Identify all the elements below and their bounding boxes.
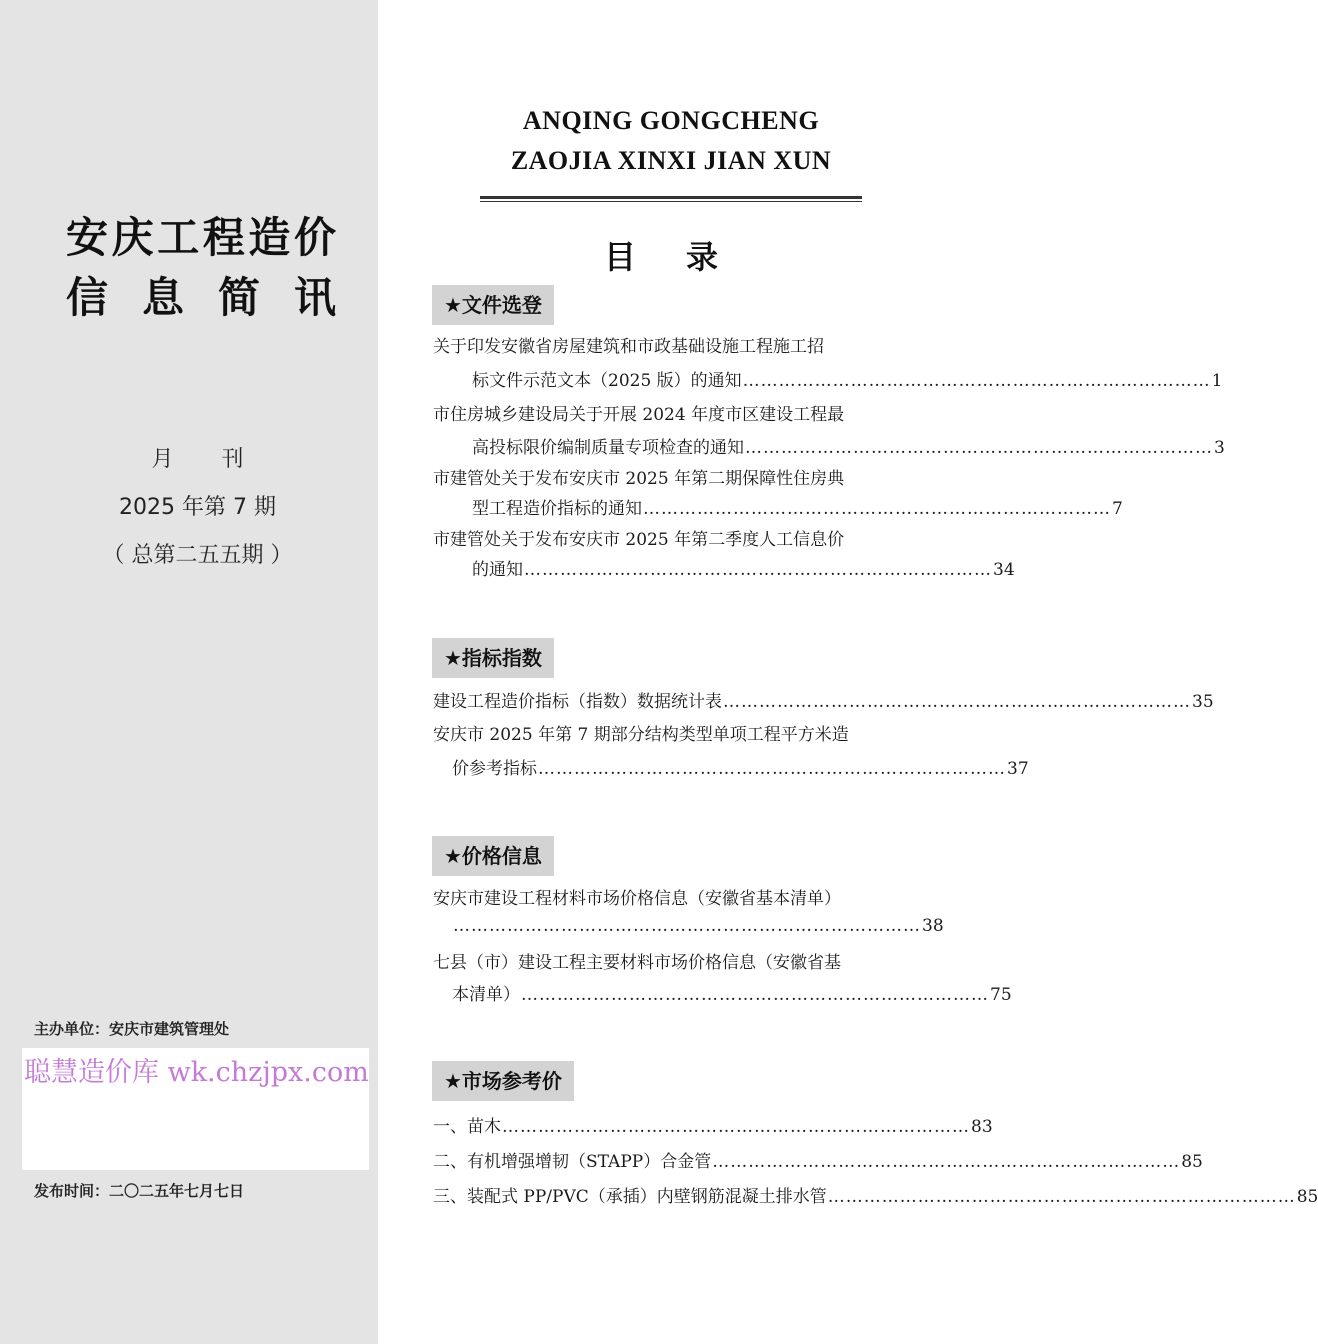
section-heading-indices: ★指标指数 bbox=[432, 638, 554, 678]
header-divider-thin bbox=[480, 201, 862, 202]
leader-dots: …………………………………………………………………… bbox=[538, 759, 1006, 779]
toc-entry-line[interactable]: 关于印发安徽省房屋建筑和市政基础设施工程施工招 bbox=[433, 337, 824, 357]
toc-entry-line[interactable]: 安庆市 2025 年第 7 期部分结构类型单项工程平方米造 bbox=[433, 725, 849, 745]
page-number: 3 bbox=[1214, 438, 1225, 458]
english-title-line1: ANQING GONGCHENG bbox=[522, 106, 820, 135]
total-issue-number: （ 总第二五五期 ） bbox=[102, 543, 293, 568]
toc-entry-line[interactable]: 七县（市）建设工程主要材料市场价格信息（安徽省基 bbox=[433, 953, 841, 973]
toc-entry-line[interactable]: 的通知 …………………………………………………………………… 34 bbox=[472, 560, 1015, 580]
section-heading-price-info: ★价格信息 bbox=[432, 836, 554, 876]
page-number: 85 bbox=[1181, 1152, 1203, 1172]
leader-dots: …………………………………………………………………… bbox=[742, 371, 1211, 391]
leader-dots: …………………………………………………………………… bbox=[502, 1117, 970, 1137]
organizer: 主办单位：安庆市建筑管理处 bbox=[34, 1020, 230, 1038]
toc-entry-line[interactable]: 价参考指标 …………………………………………………………………… 37 bbox=[452, 759, 1029, 779]
toc-entry-line[interactable]: 一、苗木 …………………………………………………………………… 83 bbox=[433, 1117, 993, 1137]
leader-dots: …………………………………………………………………… bbox=[643, 499, 1111, 519]
toc-entry-line[interactable]: 安庆市建设工程材料市场价格信息（安徽省基本清单） bbox=[433, 889, 841, 909]
cover-panel bbox=[0, 0, 378, 1344]
periodical-type: 月 刊 bbox=[151, 447, 244, 472]
watermark-box bbox=[22, 1048, 369, 1170]
leader-dots: …………………………………………………………………… bbox=[521, 985, 989, 1005]
publication-title-line1: 安 庆 工 程 造 价 bbox=[66, 213, 336, 262]
section-heading-documents: ★文件选登 bbox=[432, 285, 554, 325]
page-number: 37 bbox=[1007, 759, 1029, 779]
leader-dots: …………………………………………………………………… bbox=[827, 1187, 1296, 1207]
issue-number: 2025 年第 7 期 bbox=[119, 495, 276, 520]
toc-entry-line[interactable]: 市建管处关于发布安庆市 2025 年第二期保障性住房典 bbox=[433, 469, 845, 489]
toc-entry-line[interactable]: 标文件示范文本（2025 版）的通知 …………………………………………………………………… 1 bbox=[472, 371, 1223, 391]
toc-entry-line[interactable]: 市建管处关于发布安庆市 2025 年第二季度人工信息价 bbox=[433, 530, 845, 550]
page-number: 34 bbox=[993, 560, 1015, 580]
toc-entry-line[interactable]: 建设工程造价指标（指数）数据统计表 …………………………………………………………………… 35 bbox=[433, 692, 1214, 712]
page-number: 85 bbox=[1296, 1187, 1318, 1207]
watermark-text: 聪慧造价库 wk.chzjpx.com bbox=[24, 1057, 369, 1088]
toc-entry-line[interactable]: 市住房城乡建设局关于开展 2024 年度市区建设工程最 bbox=[433, 405, 845, 425]
page-number: 83 bbox=[971, 1117, 993, 1137]
page-number: 38 bbox=[922, 916, 944, 936]
leader-dots: …………………………………………………………………… bbox=[524, 560, 992, 580]
toc-entry-line[interactable]: 高投标限价编制质量专项检查的通知 …………………………………………………………………… 3 bbox=[472, 438, 1225, 458]
toc-entry-line[interactable]: 二、有机增强增韧（STAPP）合金管 …………………………………………………………………… 85 bbox=[433, 1152, 1203, 1172]
section-heading-market-reference: ★市场参考价 bbox=[432, 1061, 574, 1101]
page-number: 7 bbox=[1112, 499, 1123, 519]
leader-dots: …………………………………………………………………… bbox=[723, 692, 1191, 712]
english-title-line2: ZAOJIA XINXI JIAN XUN bbox=[510, 146, 832, 175]
leader-dots: …………………………………………………………………… bbox=[712, 1152, 1181, 1172]
publish-date: 发布时间：二〇二五年七月七日 bbox=[34, 1182, 245, 1200]
header-divider bbox=[480, 196, 862, 199]
leader-dots: …………………………………………………………………… bbox=[745, 438, 1213, 458]
leader-dots: …………………………………………………………………… bbox=[453, 916, 921, 936]
toc-title: 目 录 bbox=[604, 238, 719, 276]
page-number: 1 bbox=[1211, 371, 1223, 391]
page-number: 35 bbox=[1192, 692, 1214, 712]
publication-title-line2: 信 息 简 讯 bbox=[66, 273, 336, 322]
page-number: 75 bbox=[990, 985, 1012, 1005]
toc-entry-line[interactable]: 型工程造价指标的通知 …………………………………………………………………… 7 bbox=[472, 499, 1123, 519]
toc-entry-line[interactable]: 本清单） …………………………………………………………………… 75 bbox=[452, 985, 1012, 1005]
toc-entry-line[interactable] bbox=[452, 916, 944, 936]
toc-entry-line[interactable]: 三、装配式 PP/PVC（承插）内壁钢筋混凝土排水管 …………………………………………………………………… 85 bbox=[433, 1187, 1318, 1207]
